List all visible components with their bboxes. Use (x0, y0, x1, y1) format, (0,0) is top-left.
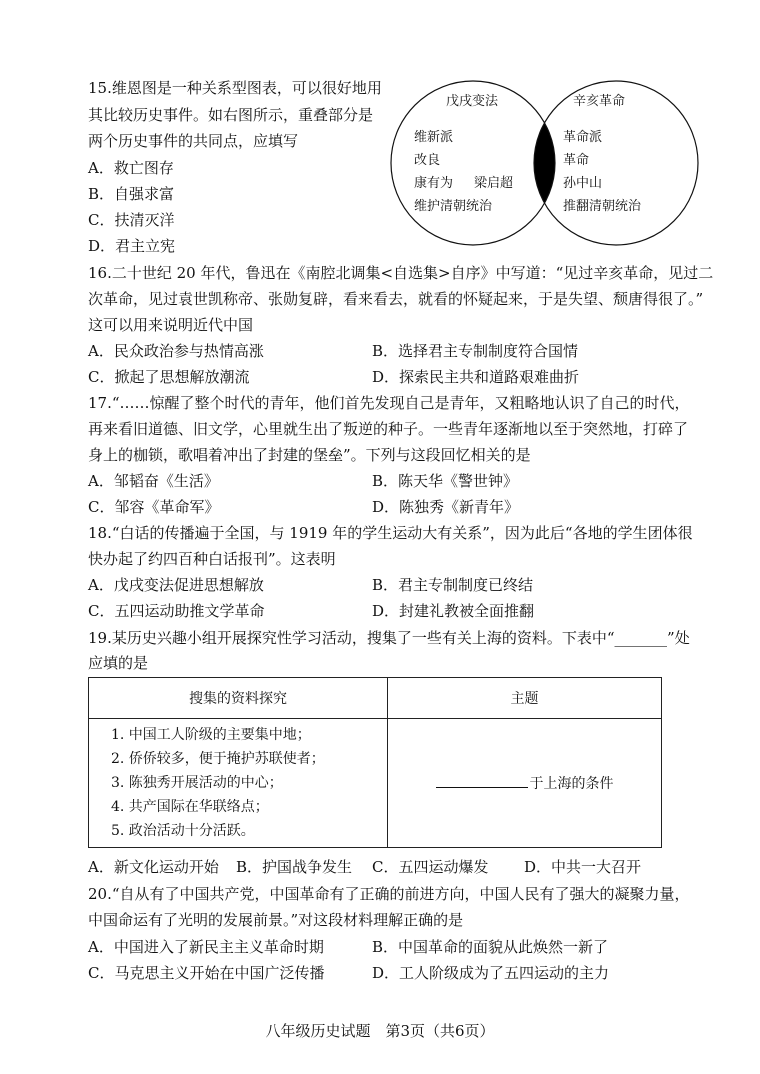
venn-left-item: 梁启超 (474, 176, 514, 191)
q15-option-a: A．救亡图存 (88, 159, 174, 177)
q20-line-2: 中国命运有了光明的发展前景。”对这段材料理解正确的是 (88, 911, 464, 929)
q18-option-a: A．戊戌变法促进思想解放 (88, 576, 264, 594)
table-item: 4. 共产国际在华联络点； (111, 799, 269, 815)
venn-left-item: 维新派 (414, 130, 454, 145)
q20-option-a: A．中国进入了新民主主义革命时期 (88, 938, 324, 956)
venn-right-item: 孙中山 (563, 176, 603, 191)
q19-option-c: C．五四运动爆发 (372, 858, 489, 876)
q20-line-1: 20.“自从有了中国共产党，中国革命有了正确的前进方向，中国人民有了强大的凝聚力量， (88, 885, 690, 903)
venn-right-item: 推翻清朝统治 (563, 199, 642, 214)
table-cell-topic (388, 719, 662, 848)
q19-option-a: A．新文化运动开始 (88, 858, 219, 876)
q17-line-3: 身上的枷锁，歌唱着冲出了封建的堡垒”。下列与这段回忆相关的是 (88, 446, 531, 464)
answer-blank (436, 773, 528, 788)
venn-left-item: 改良 (414, 153, 441, 168)
q16-line-1: 16.二十世纪 20 年代，鲁迅在《南腔北调集<自选集>自序》中写道：“见过辛亥革命，见过二 (88, 264, 714, 282)
q18-line-1: 18.“白话的传播遍于全国，与 1919 年的学生运动大有关系”，因为此后“各地的学生团体很 (88, 524, 693, 542)
q18-line-2: 快办起了约四百种白话报刊”。这表明 (88, 550, 336, 568)
q17-option-a: A．邹韬奋《生活》 (88, 472, 219, 490)
q19-table (88, 677, 662, 848)
q16-option-d: D．探索民主共和道路艰难曲折 (372, 368, 580, 386)
q19-option-b: B．护国战争发生 (236, 858, 353, 876)
table-item: 3. 陈独秀开展活动的中心； (111, 775, 283, 791)
q19-option-d: D．中共一大召开 (524, 858, 642, 876)
table-header-topic: 主题 (388, 678, 662, 719)
q18-option-d: D．封建礼教被全面推翻 (372, 602, 535, 620)
q15-option-b: B．自强求富 (88, 185, 175, 203)
venn-left-item: 康有为 (414, 176, 454, 191)
q19-line-1: 19.某历史兴趣小组开展探究性学习活动，搜集了一些有关上海的资料。下表中“_______”处 (88, 629, 690, 647)
q17-line-2: 再来看旧道德、旧文学，心里就生出了叛逆的种子。一些青年逐渐地以至于突然地，打碎了 (88, 420, 689, 438)
q19-line-2: 应填的是 (88, 654, 149, 672)
q17-option-c: C．邹容《革命军》 (88, 498, 220, 516)
q15-line-2: 其比较历史事件。如右图所示，重叠部分是 (88, 106, 374, 124)
venn-right-item: 革命派 (563, 130, 603, 145)
q16-option-b: B．选择君主专制制度符合国情 (372, 342, 579, 360)
page-footer: 八年级历史试题 第3页（共6页） (265, 1022, 495, 1040)
q16-line-2: 次革命，见过袁世凯称帝、张勋复辟，看来看去，就看的怀疑起来，于是失望、颓唐得很了。” (88, 290, 704, 308)
venn-left-item: 维护清朝统治 (414, 199, 493, 214)
q15-line-1: 15.维恩图是一种关系型图表，可以很好地用 (88, 79, 382, 97)
table-item: 5. 政治活动十分活跃。 (111, 823, 255, 839)
topic-text: 于上海的条件 (529, 776, 614, 792)
table-header-materials: 搜集的资料探究 (89, 678, 388, 719)
q15-option-d: D．君主立宪 (88, 237, 176, 255)
q16-line-3: 这可以用来说明近代中国 (88, 316, 254, 334)
q17-line-1: 17.“……惊醒了整个时代的青年，他们首先发现自己是青年，又粗略地认识了自己的时代， (88, 394, 690, 412)
table-item: 2. 侨侨较多，便于掩护苏联使者； (111, 751, 325, 767)
venn-left-title: 戊戌变法 (446, 94, 499, 109)
q16-option-c: C．掀起了思想解放潮流 (88, 368, 250, 386)
q20-option-d: D．工人阶级成为了五四运动的主力 (372, 964, 610, 982)
q17-option-b: B．陈天华《警世钟》 (372, 472, 519, 490)
q17-option-d: D．陈独秀《新青年》 (372, 498, 520, 516)
venn-right-title: 辛亥革命 (573, 94, 626, 109)
table-item: 1. 中国工人阶级的主要集中地； (111, 727, 311, 743)
q18-option-c: C．五四运动助推文学革命 (88, 602, 265, 620)
q18-option-b: B．君主专制制度已终结 (372, 576, 534, 594)
q20-option-b: B．中国革命的面貌从此焕然一新了 (372, 938, 609, 956)
q15-option-c: C．扶清灭洋 (88, 211, 175, 229)
table-cell-materials (89, 719, 388, 848)
venn-right-item: 革命 (563, 153, 590, 168)
q20-option-c: C．马克思主义开始在中国广泛传播 (88, 964, 325, 982)
q15-line-3: 两个历史事件的共同点，应填写 (88, 132, 299, 150)
venn-diagram (390, 80, 700, 246)
q16-option-a: A．民众政治参与热情高涨 (88, 342, 264, 360)
